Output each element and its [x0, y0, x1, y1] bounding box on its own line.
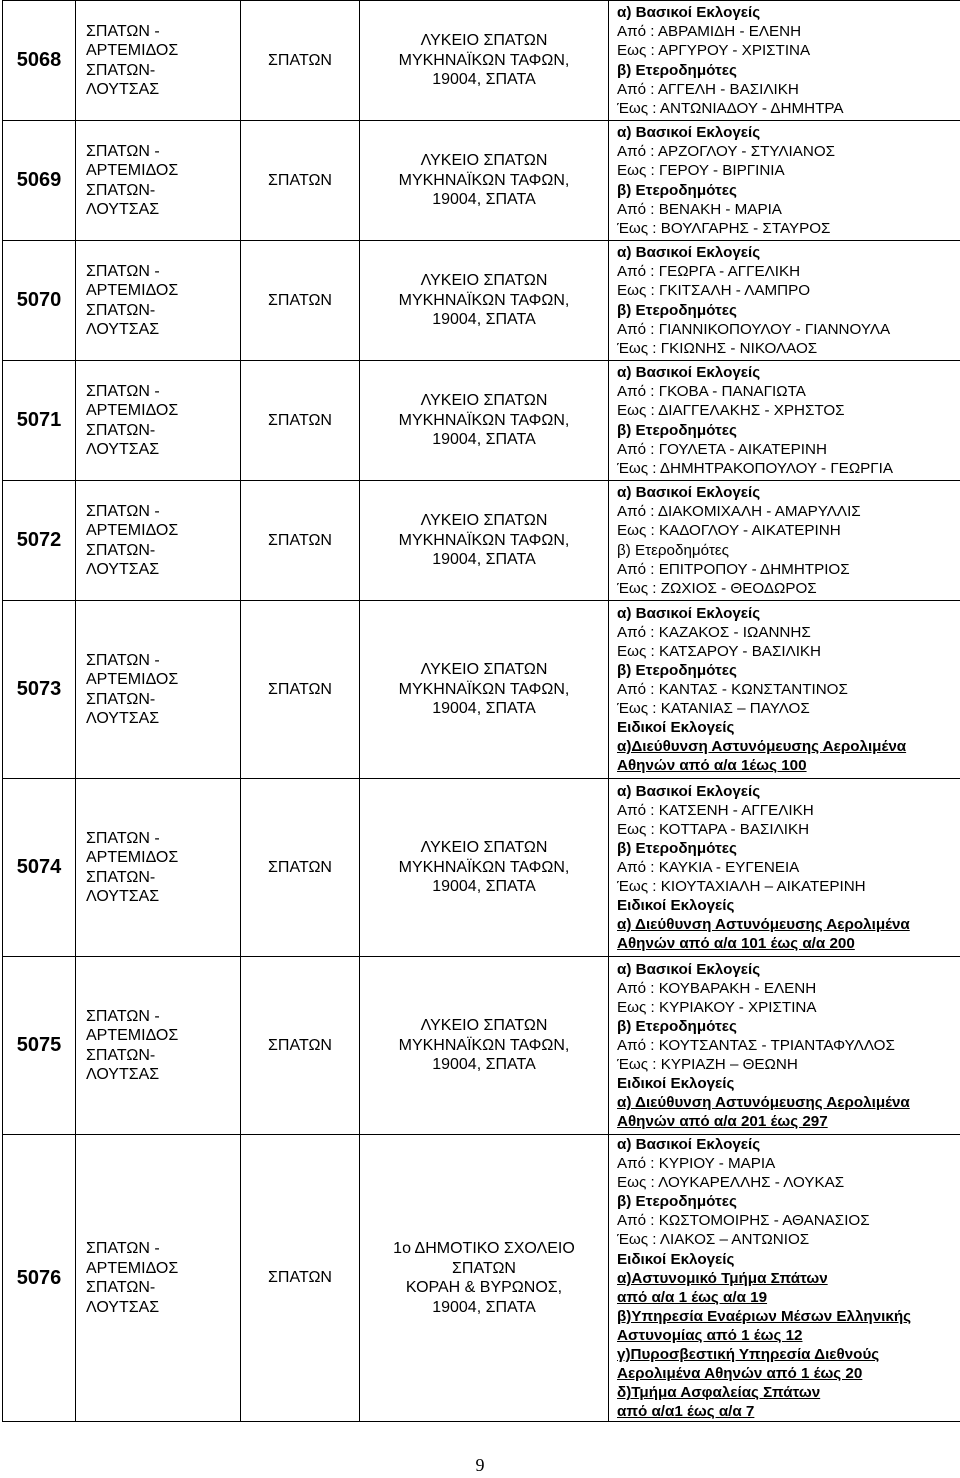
municipality-line: ΑΡΤΕΜΙΔΟΣ	[86, 849, 179, 866]
municipality-line: ΛΟΥΤΣΑΣ	[86, 201, 160, 218]
municipality-line: ΣΠΑΤΩΝ-	[86, 181, 156, 199]
voter-range-line: Εως : ΔΙΑΓΓΕΛΑΚΗΣ - ΧΡΗΣΤΟΣ	[617, 402, 845, 420]
polling-location-cell	[360, 481, 609, 601]
polling-location-line: ΛΥΚΕΙΟ ΣΠΑΤΩΝ	[420, 272, 548, 290]
municipality-line: ΑΡΤΕΜΙΔΟΣ	[86, 1259, 179, 1277]
polling-location-cell	[360, 779, 609, 957]
voter-group-heading: β) Ετεροδημότες	[617, 1017, 737, 1035]
voter-range-line: Έως : ΛΙΑΚΟΣ – ΑΝΤΩΝΙΟΣ	[617, 1231, 810, 1249]
voter-range-cell	[609, 241, 960, 361]
polling-location-line: ΛΥΚΕΙΟ ΣΠΑΤΩΝ	[420, 661, 548, 679]
municipality-line: ΛΟΥΤΣΑΣ	[86, 561, 160, 578]
voter-group-heading: Ειδικοί Εκλογείς	[617, 897, 735, 915]
voter-range-line: Από : ΔΙΑΚΟΜΙΧΑΛΗ - ΑΜΑΡΥΛΛΙΣ	[617, 503, 861, 521]
polling-location-line: ΜΥΚΗΝΑΪΚΩΝ ΤΑΦΩΝ,	[398, 531, 570, 549]
polling-location-cell	[360, 601, 609, 779]
voter-range-line: Από : ΚΩΣΤΟΜΟΙΡΗΣ - ΑΘΑΝΑΣΙΟΣ	[617, 1212, 870, 1230]
municipality-cell	[76, 1, 241, 121]
municipality-line: ΣΠΑΤΩΝ-	[86, 1279, 156, 1297]
municipality-line: ΣΠΑΤΩΝ -	[86, 502, 160, 520]
municipality-line: ΑΡΤΕΜΙΔΟΣ	[86, 1027, 179, 1044]
voter-range-line: Έως : ΚΥΡΙΑΖΗ – ΘΕΩΝΗ	[617, 1056, 798, 1074]
district-cell: ΣΠΑΤΩΝ	[241, 1135, 360, 1422]
station-number: 5072	[3, 481, 76, 601]
voter-range-line: Έως : ΚΙΟΥΤΑΧΙΑΛΗ – ΑΙΚΑΤΕΡΙΝΗ	[617, 878, 866, 896]
voter-range-cell	[609, 121, 960, 241]
municipality-cell	[76, 481, 241, 601]
district-cell: ΣΠΑΤΩΝ	[241, 481, 360, 601]
polling-location-line: ΜΥΚΗΝΑΪΚΩΝ ΤΑΦΩΝ,	[398, 1036, 570, 1054]
voter-group-heading: γ)Πυροσβεστική Υπηρεσία Διεθνούς	[617, 1346, 880, 1364]
polling-stations-table	[2, 0, 960, 1422]
municipality-cell	[76, 957, 241, 1135]
table-row	[3, 779, 960, 957]
voter-range-line: Από : ΑΒΡΑΜΙΔΗ - ΕΛΕΝΗ	[617, 23, 802, 41]
polling-location-line: 19004, ΣΠΑΤΑ	[432, 431, 536, 449]
voter-group-heading: Ειδικοί Εκλογείς	[617, 1075, 735, 1093]
voter-range-line: Εως : ΓΚΙΤΣΑΛΗ - ΛΑΜΠΡΟ	[617, 282, 811, 300]
voter-group-heading: δ)Τμήμα Ασφαλείας Σπάτων	[617, 1384, 821, 1402]
district-cell: ΣΠΑΤΩΝ	[241, 779, 360, 957]
table-row	[3, 361, 960, 481]
municipality-line: ΣΠΑΤΩΝ -	[86, 829, 160, 847]
polling-location-line: 19004, ΣΠΑΤΑ	[432, 191, 536, 209]
table-row	[3, 481, 960, 601]
voter-group-heading: α) Βασικοί Εκλογείς	[617, 1136, 761, 1153]
polling-location-line: ΛΥΚΕΙΟ ΣΠΑΤΩΝ	[420, 512, 548, 530]
polling-location-line: ΛΥΚΕΙΟ ΣΠΑΤΩΝ	[420, 32, 548, 50]
polling-location-cell	[360, 1, 609, 121]
polling-location-line: ΜΥΚΗΝΑΪΚΩΝ ΤΑΦΩΝ,	[398, 680, 570, 698]
voter-group-heading: α) Διεύθυνση Αστυνόμευσης Αερολιμένα	[617, 916, 910, 934]
page-number: 9	[475, 1455, 485, 1475]
municipality-cell	[76, 241, 241, 361]
station-number: 5068	[3, 1, 76, 121]
voter-range-line: Έως : ΖΩΧΙΟΣ - ΘΕΟΔΩΡΟΣ	[617, 579, 817, 597]
voter-group-heading: α) Βασικοί Εκλογείς	[617, 124, 761, 142]
voter-group-heading: β) Ετεροδημότες	[617, 661, 737, 679]
polling-location-line: ΛΥΚΕΙΟ ΣΠΑΤΩΝ	[420, 152, 548, 170]
voter-range-line: Εως : ΚΑΔΟΓΛΟΥ - ΑΙΚΑΤΕΡΙΝΗ	[617, 522, 841, 540]
table-row	[3, 1135, 960, 1422]
station-number: 5074	[3, 779, 76, 957]
voter-group-heading: α) Βασικοί Εκλογείς	[617, 960, 761, 978]
voter-group-heading: από α/α 1 έως α/α 19	[617, 1288, 768, 1306]
voter-group-heading: β) Ετεροδημότες	[617, 1193, 737, 1211]
polling-location-line: 19004, ΣΠΑΤΑ	[432, 1298, 536, 1316]
voter-group-heading: Αθηνών από α/α 201 έως 297	[617, 1113, 828, 1131]
voter-group-heading: α) Βασικοί Εκλογείς	[617, 4, 761, 22]
municipality-cell	[76, 361, 241, 481]
polling-location-line: ΜΥΚΗΝΑΪΚΩΝ ΤΑΦΩΝ,	[398, 51, 570, 69]
municipality-line: ΛΟΥΤΣΑΣ	[86, 441, 160, 458]
polling-location-line: ΜΥΚΗΝΑΪΚΩΝ ΤΑΦΩΝ,	[398, 291, 570, 309]
municipality-line: ΑΡΤΕΜΙΔΟΣ	[86, 42, 179, 59]
voter-range-cell	[609, 957, 960, 1135]
voter-group-heading: β) Ετεροδημότες	[617, 61, 737, 79]
municipality-line: ΣΠΑΤΩΝ-	[86, 61, 156, 79]
municipality-line: ΛΟΥΤΣΑΣ	[86, 321, 160, 338]
polling-location-cell	[360, 121, 609, 241]
station-number: 5076	[3, 1135, 76, 1422]
municipality-line: ΣΠΑΤΩΝ-	[86, 690, 156, 708]
voter-group-heading: β) Ετεροδημότες	[617, 839, 737, 857]
municipality-cell	[76, 1135, 241, 1422]
voter-range-line: Έως : ΒΟΥΛΓΑΡΗΣ - ΣΤΑΥΡΟΣ	[617, 219, 831, 237]
voter-group-heading: α) Βασικοί Εκλογείς	[617, 364, 761, 382]
municipality-line: ΣΠΑΤΩΝ -	[86, 262, 160, 280]
municipality-line: ΣΠΑΤΩΝ -	[86, 382, 160, 400]
municipality-line: ΛΟΥΤΣΑΣ	[86, 1066, 160, 1083]
table-body	[3, 1, 960, 1422]
municipality-line: ΛΟΥΤΣΑΣ	[86, 710, 160, 727]
station-number: 5073	[3, 601, 76, 779]
polling-location-line: 19004, ΣΠΑΤΑ	[432, 551, 536, 569]
voter-range-line: Από : ΚΥΡΙΟΥ - ΜΑΡΙΑ	[617, 1155, 776, 1173]
municipality-line: ΣΠΑΤΩΝ-	[86, 1046, 156, 1064]
table-row	[3, 1, 960, 121]
station-number: 5071	[3, 361, 76, 481]
voter-range-line: Εως : ΑΡΓΥΡΟΥ - ΧΡΙΣΤΙΝΑ	[617, 42, 811, 60]
polling-location-line: 19004, ΣΠΑΤΑ	[432, 878, 536, 896]
municipality-line: ΑΡΤΕΜΙΔΟΣ	[86, 522, 179, 539]
municipality-line: ΑΡΤΕΜΙΔΟΣ	[86, 282, 179, 299]
voter-group-heading: Ειδικοί Εκλογείς	[617, 719, 735, 737]
polling-location-cell	[360, 241, 609, 361]
voter-range-line: Εως : ΚΟΤΤΑΡΑ - ΒΑΣΙΛΙΚΗ	[617, 820, 810, 838]
voter-group-heading: α)Αστυνομικό Τμήμα Σπάτων	[617, 1269, 828, 1287]
voter-group-heading: β)Υπηρεσία Εναέριων Μέσων Ελληνικής	[617, 1307, 912, 1325]
voter-range-line: β) Ετεροδημότες	[617, 541, 729, 559]
municipality-cell	[76, 121, 241, 241]
voter-range-cell	[609, 361, 960, 481]
district-cell: ΣΠΑΤΩΝ	[241, 1, 360, 121]
voter-range-cell	[609, 601, 960, 779]
voter-range-cell	[609, 1135, 960, 1422]
voter-group-heading: Αστυνομίας από 1 έως 12	[617, 1326, 803, 1344]
station-number: 5070	[3, 241, 76, 361]
voter-range-line: Από : ΓΕΩΡΓΑ - ΑΓΓΕΛΙΚΗ	[617, 263, 801, 281]
voter-group-heading: Ειδικοί Εκλογείς	[617, 1250, 735, 1268]
municipality-line: ΛΟΥΤΣΑΣ	[86, 888, 160, 905]
voter-range-line: Από : ΚΑΤΣΕΝΗ - ΑΓΓΕΛΙΚΗ	[617, 801, 814, 819]
voter-range-line: Από : ΓΟΥΛΕΤΑ - ΑΙΚΑΤΕΡΙΝΗ	[617, 440, 827, 458]
voter-range-line: Εως : ΚΑΤΣΑΡΟΥ - ΒΑΣΙΛΙΚΗ	[617, 642, 822, 660]
voter-range-cell	[609, 1, 960, 121]
voter-range-line: Από : ΚΑΖΑΚΟΣ - ΙΩΑΝΝΗΣ	[617, 623, 811, 641]
polling-location-line: ΛΥΚΕΙΟ ΣΠΑΤΩΝ	[420, 392, 548, 410]
voter-range-line: Από : ΒΕΝΑΚΗ - ΜΑΡΙΑ	[617, 200, 782, 218]
district-cell: ΣΠΑΤΩΝ	[241, 601, 360, 779]
voter-group-heading: α) Βασικοί Εκλογείς	[617, 244, 761, 262]
table-row	[3, 121, 960, 241]
polling-location-line: 19004, ΣΠΑΤΑ	[432, 1056, 536, 1074]
voter-group-heading: α)Διεύθυνση Αστυνόμευσης Αερολιμένα	[617, 738, 907, 756]
municipality-line: ΣΠΑΤΩΝ -	[86, 651, 160, 669]
voter-range-line: Από : ΚΑΝΤΑΣ - ΚΩΝΣΤΑΝΤΙΝΟΣ	[617, 680, 848, 698]
municipality-line: ΣΠΑΤΩΝ-	[86, 868, 156, 886]
voter-group-heading: α) Διεύθυνση Αστυνόμευσης Αερολιμένα	[617, 1094, 910, 1112]
voter-range-cell	[609, 481, 960, 601]
voter-range-line: Από : ΚΑΥΚΙΑ - ΕΥΓΕΝΕΙΑ	[617, 858, 800, 876]
polling-location-cell	[360, 1135, 609, 1422]
district-cell: ΣΠΑΤΩΝ	[241, 241, 360, 361]
polling-location-line: ΜΥΚΗΝΑΪΚΩΝ ΤΑΦΩΝ,	[398, 858, 570, 876]
polling-location-line: ΚΟΡΑΗ & ΒΥΡΩΝΟΣ,	[405, 1279, 563, 1297]
municipality-line: ΑΡΤΕΜΙΔΟΣ	[86, 162, 179, 179]
voter-range-line: Έως : ΓΚΙΩΝΗΣ - ΝΙΚΟΛΑΟΣ	[617, 339, 818, 357]
table-row	[3, 601, 960, 779]
voter-group-heading: Αερολιμένα Αθηνών από 1 έως 20	[617, 1365, 863, 1383]
municipality-line: ΑΡΤΕΜΙΔΟΣ	[86, 402, 179, 419]
voter-group-heading: β) Ετεροδημότες	[617, 181, 737, 199]
polling-location-line: ΛΥΚΕΙΟ ΣΠΑΤΩΝ	[420, 839, 548, 857]
voter-range-line: Έως : ΚΑΤΑΝΙΑΣ – ΠΑΥΛΟΣ	[617, 700, 810, 718]
voter-group-heading: α) Βασικοί Εκλογείς	[617, 604, 761, 622]
table-row	[3, 957, 960, 1135]
voter-range-line: Από : ΕΠΙΤΡΟΠΟΥ - ΔΗΜΗΤΡΙΟΣ	[617, 560, 850, 578]
polling-location-line: 19004, ΣΠΑΤΑ	[432, 700, 536, 718]
voter-range-line: Από : ΑΡΖΟΓΛΟΥ - ΣΤΥΛΙΑΝΟΣ	[617, 143, 836, 161]
voter-range-line: Εως : ΛΟΥΚΑΡΕΛΛΗΣ - ΛΟΥΚΑΣ	[617, 1174, 845, 1192]
polling-location-line: 19004, ΣΠΑΤΑ	[432, 71, 536, 89]
voter-range-line: Από : ΓΙΑΝΝΙΚΟΠΟΥΛΟΥ - ΓΙΑΝΝΟΥΛΑ	[617, 320, 891, 338]
municipality-line: ΣΠΑΤΩΝ-	[86, 301, 156, 319]
voter-range-line: Έως : ΔΗΜΗΤΡΑΚΟΠΟΥΛΟΥ - ΓΕΩΡΓΙΑ	[617, 459, 894, 477]
municipality-cell	[76, 779, 241, 957]
municipality-line: ΛΟΥΤΣΑΣ	[86, 1298, 160, 1316]
station-number: 5069	[3, 121, 76, 241]
voter-range-line: Από : ΑΓΓΕΛΗ - ΒΑΣΙΛΙΚΗ	[617, 80, 799, 98]
voter-range-line: Εως : ΓΕΡΟΥ - ΒΙΡΓΙΝΙΑ	[617, 162, 785, 180]
voter-range-line: Εως : ΚΥΡΙΑΚΟΥ - ΧΡΙΣΤΙΝΑ	[617, 998, 817, 1016]
voter-range-cell	[609, 779, 960, 957]
polling-location-line: ΛΥΚΕΙΟ ΣΠΑΤΩΝ	[420, 1017, 548, 1035]
station-number: 5075	[3, 957, 76, 1135]
municipality-line: ΣΠΑΤΩΝ -	[86, 142, 160, 160]
voter-range-line: Από : ΚΟΥΤΣΑΝΤΑΣ - ΤΡΙΑΝΤΑΦΥΛΛΟΣ	[617, 1036, 895, 1054]
polling-location-line: ΜΥΚΗΝΑΪΚΩΝ ΤΑΦΩΝ,	[398, 411, 570, 429]
district-cell: ΣΠΑΤΩΝ	[241, 957, 360, 1135]
polling-location-line: ΣΠΑΤΩΝ	[452, 1259, 516, 1277]
municipality-line: ΣΠΑΤΩΝ -	[86, 22, 160, 40]
district-cell: ΣΠΑΤΩΝ	[241, 121, 360, 241]
polling-location-cell	[360, 957, 609, 1135]
polling-location-line: 19004, ΣΠΑΤΑ	[432, 311, 536, 329]
municipality-line: ΣΠΑΤΩΝ-	[86, 421, 156, 439]
voter-range-line: Από : ΚΟΥΒΑΡΑΚΗ - ΕΛΕΝΗ	[617, 979, 817, 997]
voter-group-heading: α) Βασικοί Εκλογείς	[617, 782, 761, 800]
voter-group-heading: Αθηνών από α/α 101 έως α/α 200	[617, 935, 855, 953]
municipality-cell	[76, 601, 241, 779]
voter-group-heading: β) Ετεροδημότες	[617, 301, 737, 319]
polling-location-cell	[360, 361, 609, 481]
table-row	[3, 241, 960, 361]
voter-group-heading: β) Ετεροδημότες	[617, 421, 737, 439]
municipality-line: ΛΟΥΤΣΑΣ	[86, 81, 160, 98]
voter-group-heading: Αθηνών από α/α 1έως 100	[617, 757, 807, 775]
polling-location-line: 1ο ΔΗΜΟΤΙΚΟ ΣΧΟΛΕΙΟ	[393, 1240, 575, 1258]
municipality-line: ΑΡΤΕΜΙΔΟΣ	[86, 671, 179, 688]
voter-group-heading: από α/α1 έως α/α 7	[617, 1403, 755, 1421]
voter-range-line: Έως : ΑΝΤΩΝΙΑΔΟΥ - ΔΗΜΗΤΡΑ	[617, 99, 844, 117]
district-cell: ΣΠΑΤΩΝ	[241, 361, 360, 481]
municipality-line: ΣΠΑΤΩΝ -	[86, 1007, 160, 1025]
municipality-line: ΣΠΑΤΩΝ-	[86, 541, 156, 559]
municipality-line: ΣΠΑΤΩΝ -	[86, 1240, 160, 1258]
voter-range-line: Από : ΓΚΟΒΑ - ΠΑΝΑΓΙΩΤΑ	[617, 383, 806, 401]
voter-group-heading: α) Βασικοί Εκλογείς	[617, 484, 761, 502]
polling-location-line: ΜΥΚΗΝΑΪΚΩΝ ΤΑΦΩΝ,	[398, 171, 570, 189]
